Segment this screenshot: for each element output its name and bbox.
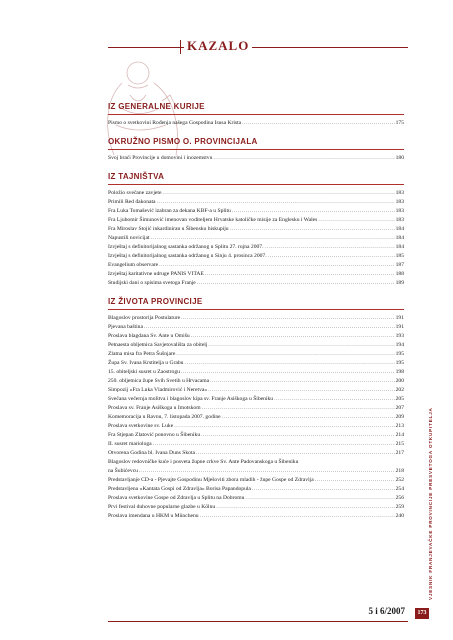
dot-leader xyxy=(200,512,395,521)
entry-page: 184 xyxy=(395,235,404,241)
table-of-contents xyxy=(108,102,404,521)
dot-leader xyxy=(181,368,395,377)
dot-leader xyxy=(159,261,394,270)
dot-leader xyxy=(230,225,395,234)
entry-title: Komemoracija u Ravnu, 7. listopada 2007. godine xyxy=(108,414,221,420)
dot-leader xyxy=(210,377,394,386)
issue-label: 5 i 6/2007 xyxy=(368,606,405,616)
toc-entry[interactable] xyxy=(108,323,404,332)
entry-page: 184 xyxy=(395,226,404,232)
entry-title: Otvorena Godina bl. Ivana Duns Skota xyxy=(108,450,195,456)
entry-title: Izvještaj karitativne udruge PANIS VITAE xyxy=(108,271,204,277)
entry-page: 200 xyxy=(395,378,404,384)
dot-leader xyxy=(252,485,395,494)
toc-entry[interactable] xyxy=(108,252,404,261)
entry-title: 15. obiteljski susret u Zaostrogu xyxy=(108,369,180,375)
toc-entry[interactable] xyxy=(108,368,404,377)
entry-page: 191 xyxy=(395,324,404,330)
toc-entry[interactable] xyxy=(108,413,404,422)
entry-title: Fra Luka Tomašević izabran za dekana KBF-a u Splitu xyxy=(108,208,231,214)
entry-page: 188 xyxy=(395,271,404,277)
dot-leader xyxy=(150,234,394,243)
entry-page: 184 xyxy=(395,244,404,250)
entry-page: 183 xyxy=(395,190,404,196)
dot-leader xyxy=(245,494,394,503)
entry-page: 213 xyxy=(395,423,404,429)
entry-title: Blagoslov redovničke kuće i posveta župne crkve Sv. Ante Padovanskoga u Šibeniku xyxy=(108,459,299,465)
dot-leader xyxy=(191,332,395,341)
dot-leader xyxy=(139,467,395,476)
section-gap xyxy=(108,288,404,297)
toc-entry[interactable] xyxy=(108,198,404,207)
entry-title: 250. obljetnica župe Svih Svetih u Hrvacama xyxy=(108,378,210,384)
entry-title: Pismo o svetkovini Rođenja našega Gospodina Isusa Krista xyxy=(108,120,242,126)
section-gap xyxy=(108,163,404,172)
entry-page: 198 xyxy=(395,369,404,375)
toc-entry[interactable] xyxy=(108,440,404,449)
toc-entry[interactable] xyxy=(108,243,404,252)
entry-title: Proslava blagdana Sv. Ante u Omišu xyxy=(108,333,190,339)
dot-leader xyxy=(181,314,395,323)
toc-entry[interactable] xyxy=(108,314,404,323)
toc-entry[interactable] xyxy=(108,404,404,413)
toc-entry[interactable] xyxy=(108,234,404,243)
entry-title: Župa Sv. Ivana Krstitelja u Grabu xyxy=(108,360,184,366)
toc-entry[interactable] xyxy=(108,207,404,216)
entry-title: Simpozij «Fra Luka Vladmirović i Neretva» xyxy=(108,387,208,393)
dot-leader xyxy=(216,503,394,512)
toc-entry[interactable] xyxy=(108,449,404,458)
entry-page: 187 xyxy=(395,262,404,268)
toc-entry[interactable] xyxy=(108,512,404,521)
toc-entry[interactable] xyxy=(108,189,404,198)
entry-title: Izvještaj s definitorijalnog sastanka održanog u Splitu 27. rujna 2007. xyxy=(108,244,264,250)
page-title: KAZALO xyxy=(184,38,252,54)
entry-title: Proslava imendana u HKM u Münchenu xyxy=(108,513,199,519)
toc-entry-first-line xyxy=(108,458,404,467)
footer-rule xyxy=(108,621,408,622)
section-heading: IZ ŽIVOTA PROVINCIJE xyxy=(108,297,404,310)
toc-entry[interactable] xyxy=(108,119,404,128)
toc-entry[interactable] xyxy=(108,485,404,494)
dot-leader xyxy=(208,386,394,395)
entry-page: 240 xyxy=(395,513,404,519)
dot-leader xyxy=(232,207,395,216)
toc-entry[interactable] xyxy=(108,422,404,431)
section-heading: IZ GENERALNE KURIJE xyxy=(108,102,404,115)
toc-entry[interactable] xyxy=(108,350,404,359)
page-number: 173 xyxy=(415,608,429,619)
dot-leader xyxy=(174,422,394,431)
entry-title: Predstavljena «Kantata Gospi od Zdravlja» Borisa Papandopula xyxy=(108,486,251,492)
dot-leader xyxy=(144,323,395,332)
entry-page: 189 xyxy=(395,280,404,286)
entry-title: Proslava svetkovine sv. Luke xyxy=(108,423,174,429)
dot-leader xyxy=(176,350,394,359)
entry-title: Prvi festival duhovne popularne glazbe u Kölnu xyxy=(108,504,216,510)
toc-entry[interactable] xyxy=(108,467,404,476)
entry-page: 209 xyxy=(395,414,404,420)
entry-title: Fra Ljubomir Šimunović imenovan voditeljem Hrvatske katoličke misije za Englesku i Wales xyxy=(108,217,318,223)
dot-leader xyxy=(208,341,394,350)
toc-entry[interactable] xyxy=(108,216,404,225)
entry-page: 205 xyxy=(395,396,404,402)
toc-entry[interactable] xyxy=(108,270,404,279)
entry-page: 195 xyxy=(395,360,404,366)
entry-title: Studijski dani o spisima svetoga Franje xyxy=(108,280,196,286)
entry-page: 175 xyxy=(395,120,404,126)
dot-leader xyxy=(268,252,395,261)
entry-title: Izvještaj s definitorijalnog sastanka održanog u Sinju 4. prosinca 2007. xyxy=(108,253,267,259)
toc-entry[interactable] xyxy=(108,332,404,341)
dot-leader xyxy=(196,449,395,458)
entry-page: 194 xyxy=(395,342,404,348)
entry-page: 256 xyxy=(395,495,404,501)
entry-title: Svečana večernja molitva i blagoslov kipa sv. Franje Asiškoga u Šibeniku xyxy=(108,396,274,402)
entry-title: Napustili novicijat xyxy=(108,235,150,241)
toc-entry[interactable] xyxy=(108,476,404,485)
entry-title: Proslava sv. Franje Asiškoga u Imotskom xyxy=(108,405,201,411)
toc-entry[interactable] xyxy=(108,377,404,386)
dot-leader xyxy=(274,395,395,404)
toc-entry[interactable] xyxy=(108,261,404,270)
entry-title: na Šubićevcu xyxy=(108,468,138,474)
entry-title: Predstavljanje CD-a - Pjevajte Gospodinu Mješoviti zbora mladih - župe Gospe od Zdravlja xyxy=(108,477,314,483)
entry-page: 207 xyxy=(395,405,404,411)
entry-title: Fra Miroslav Stojić inkardiniran u Šibensku biskupiju xyxy=(108,226,229,232)
entry-page: 193 xyxy=(395,333,404,339)
dot-leader xyxy=(202,404,395,413)
entry-title: Primili Red đakonata xyxy=(108,199,156,205)
title-separator xyxy=(180,40,181,54)
toc-entry[interactable] xyxy=(108,395,404,404)
entry-title: Pjevana baština xyxy=(108,324,143,330)
entry-page: 217 xyxy=(395,450,404,456)
dot-leader xyxy=(184,359,394,368)
toc-entry[interactable] xyxy=(108,279,404,288)
toc-entry[interactable] xyxy=(108,431,404,440)
entry-page: 214 xyxy=(395,432,404,438)
dot-leader xyxy=(205,270,395,279)
dot-leader xyxy=(201,431,394,440)
toc-entry[interactable] xyxy=(108,154,404,163)
toc-entry[interactable] xyxy=(108,386,404,395)
dot-leader xyxy=(318,216,394,225)
entry-title: Zlatna misa fra Petra Šušnjare xyxy=(108,351,176,357)
dot-leader xyxy=(197,279,395,288)
entry-page: 183 xyxy=(395,208,404,214)
toc-entry[interactable] xyxy=(108,341,404,350)
entry-page: 202 xyxy=(395,387,404,393)
dot-leader xyxy=(157,198,395,207)
entry-page: 252 xyxy=(395,477,404,483)
toc-entry[interactable] xyxy=(108,503,404,512)
entry-title: Evangelium observare xyxy=(108,262,159,268)
entry-title: Blagoslov prostorija Postulature xyxy=(108,315,181,321)
header-rule xyxy=(108,47,408,48)
entry-title: Fra Stjepan Zlatović ponovno u Šibeniku xyxy=(108,432,201,438)
entry-page: 191 xyxy=(395,315,404,321)
dot-leader xyxy=(315,476,395,485)
entry-page: 215 xyxy=(395,441,404,447)
section-heading: IZ TAJNIŠTVA xyxy=(108,172,404,185)
entry-title: Petnaesta obljetnica Savjetovališta za obitelj xyxy=(108,342,208,348)
entry-page: 183 xyxy=(395,199,404,205)
dot-leader xyxy=(265,243,395,252)
toc-entry[interactable] xyxy=(108,494,404,503)
entry-page: 218 xyxy=(395,468,404,474)
entry-page: 254 xyxy=(395,486,404,492)
dot-leader xyxy=(213,154,394,163)
entry-title: Proslava svetkovine Gospe od Zdravlja u Splitu na Dobromu xyxy=(108,495,245,501)
dot-leader xyxy=(153,440,395,449)
toc-entry[interactable] xyxy=(108,225,404,234)
entry-title: Svoj braći Provincije u domovini i inozemstvu xyxy=(108,155,213,161)
entry-page: 183 xyxy=(395,217,404,223)
entry-page: 180 xyxy=(395,155,404,161)
entry-title: Položio svečane zavjete xyxy=(108,190,162,196)
section-heading: OKRUŽNO PISMO O. PROVINCIJALA xyxy=(108,137,404,150)
entry-page: 185 xyxy=(395,253,404,259)
section-gap xyxy=(108,128,404,137)
toc-entry[interactable] xyxy=(108,359,404,368)
entry-page: 259 xyxy=(395,504,404,510)
entry-title: II. susret mariologa xyxy=(108,441,152,447)
dot-leader xyxy=(222,413,395,422)
dot-leader xyxy=(162,189,394,198)
journal-name-vertical: VJESNIK FRANJEVAČKE PROVINCIJE PRESVETOGA OTKUPITELJA xyxy=(428,407,433,600)
entry-page: 195 xyxy=(395,351,404,357)
dot-leader xyxy=(242,119,394,128)
